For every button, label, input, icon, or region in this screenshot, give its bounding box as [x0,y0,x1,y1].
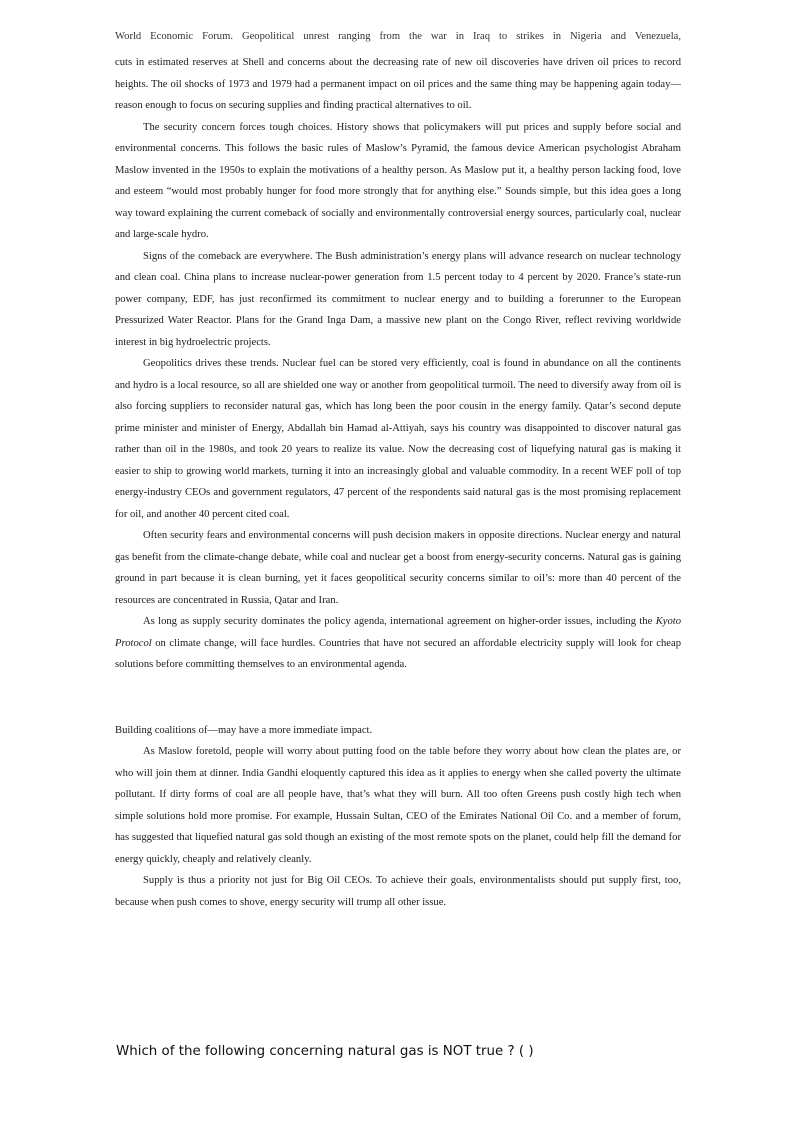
paragraph-9: Supply is thus a priority not just for Big Oil CEOs. To achieve their goals, environmentalists should put supply first, too, because when push comes to shove, energy security will trump all other issue. [115,875,681,908]
paragraph-7: Building coalitions of—may have a more immediate impact. [115,724,373,736]
paragraph-6-end: on climate change, will face hurdles. Countries that have not secured an affordable electricity supply will look for cheap solutions before committing themselves to an environmental agenda. [115,637,681,670]
paragraph-4: Geopolitics drives these trends. Nuclear fuel can be stored very efficiently, coal is found in abundance on all the continents and hydro is a local resource, so all are shielded one way or another from geopolitical turmoil. The need to diversify away from oil is also forcing suppliers to reconsider natural gas, which has long been the poor cousin in the energy family. Qatar’s second depute prime minister and minister of Energy, Abdallah bin Hamad al-Attiyah, says his country was disappointed to discover natural gas rather than oil in the 1980s, and took 20 years to realize its value. Now the decreasing cost of liquefying natural gas is making it easier to ship to growing world markets, turning it into an increasingly global and valuable commodity. In a recent WEF poll of top energy-industry CEOs and government regulators, 47 percent of the respondents said natural gas is the most promising replacement for oil, and another 40 percent cited coal. [115,358,681,520]
paragraph-1: cuts in estimated reserves at Shell and concerns about the decreasing rate of new oil discoveries have driven oil prices to record heights. The oil shocks of 1973 and 1979 had a permanent impact on oil prices and the same thing may be happening again today—reason enough to focus on securing supplies and finding practical alternatives to oil. [115,57,681,111]
passage-scan [115,31,681,913]
cut-off-top-line-text: World Economic Forum. Geopolitical unrest ranging from the war in Iraq to strikes in Nigeria and Venezuela, [115,31,681,42]
question-text: Which of the following concerning natural gas is NOT true ? ( ) [116,1044,534,1059]
paragraph-6-start: As long as supply security dominates the policy agenda, international agreement on higher-order issues, including the [143,616,656,627]
paragraph-6 [115,611,681,676]
paragraph-5: Often security fears and environmental concerns will push decision makers in opposite directions. Nuclear energy and natural gas benefit from the climate-change debate, while coal and nuclear get a boost from energy-security concerns. Natural gas is gaining ground in part because it is clean burning, yet it faces geopolitical security concerns similar to oil’s: more than 40 percent of the resources are concentrated in Russia, Qatar and Iran. [115,530,681,606]
paragraph-gap [115,676,681,720]
paragraph-3: Signs of the comeback are everywhere. The Bush administration’s energy plans will advance research on nuclear technology and clean coal. China plans to increase nuclear-power generation from 1.5 percent today to 4 percent by 2020. France’s state-run power company, EDF, has just reconfirmed its commitment to nuclear energy and to building a forerunner to the European Pressurized Water Reactor. Plans for the Grand Inga Dam, a massive new plant on the Congo River, reflect reviving worldwide interest in big hydroelectric projects. [115,250,681,348]
paragraph-8: As Maslow foretold, people will worry about putting food on the table before they worry about how clean the plates are, or who will join them at dinner. India Gandhi eloquently captured this idea as it applies to energy when she called poverty the ultimate pollutant. If dirty forms of coal are all people have, that’s what they will burn. All too often Greens push costly high tech when simple solutions hold more promise. For example, Hussain Sultan, CEO of the Emirates National Oil Co. and a member of forum, has suggested that liquefied natural gas sold though an existing of the most remote spots on the planet, could help fill the demand for energy quickly, cheaply and relatively cleanly. [115,746,681,865]
paragraph-2: The security concern forces tough choices. History shows that policymakers will put prices and supply before social and environmental concerns. This follows the basic rules of Maslow’s Pyramid, the famous device American psychologist Abraham Maslow invented in the 1950s to explain the motivations of a healthy person. As Maslow put it, a healthy person lacking food, love and esteem “would most probably hunger for food more strongly that for anything else.” Sounds simple, but this idea goes a long way toward explaining the current comeback of socially and environmentally controversial energy sources, particularly coal, nuclear and large-scale hydro. [115,121,681,240]
kyoto-protocol-italic: Kyoto Protocol [115,616,681,649]
cut-off-top-line [115,31,681,52]
